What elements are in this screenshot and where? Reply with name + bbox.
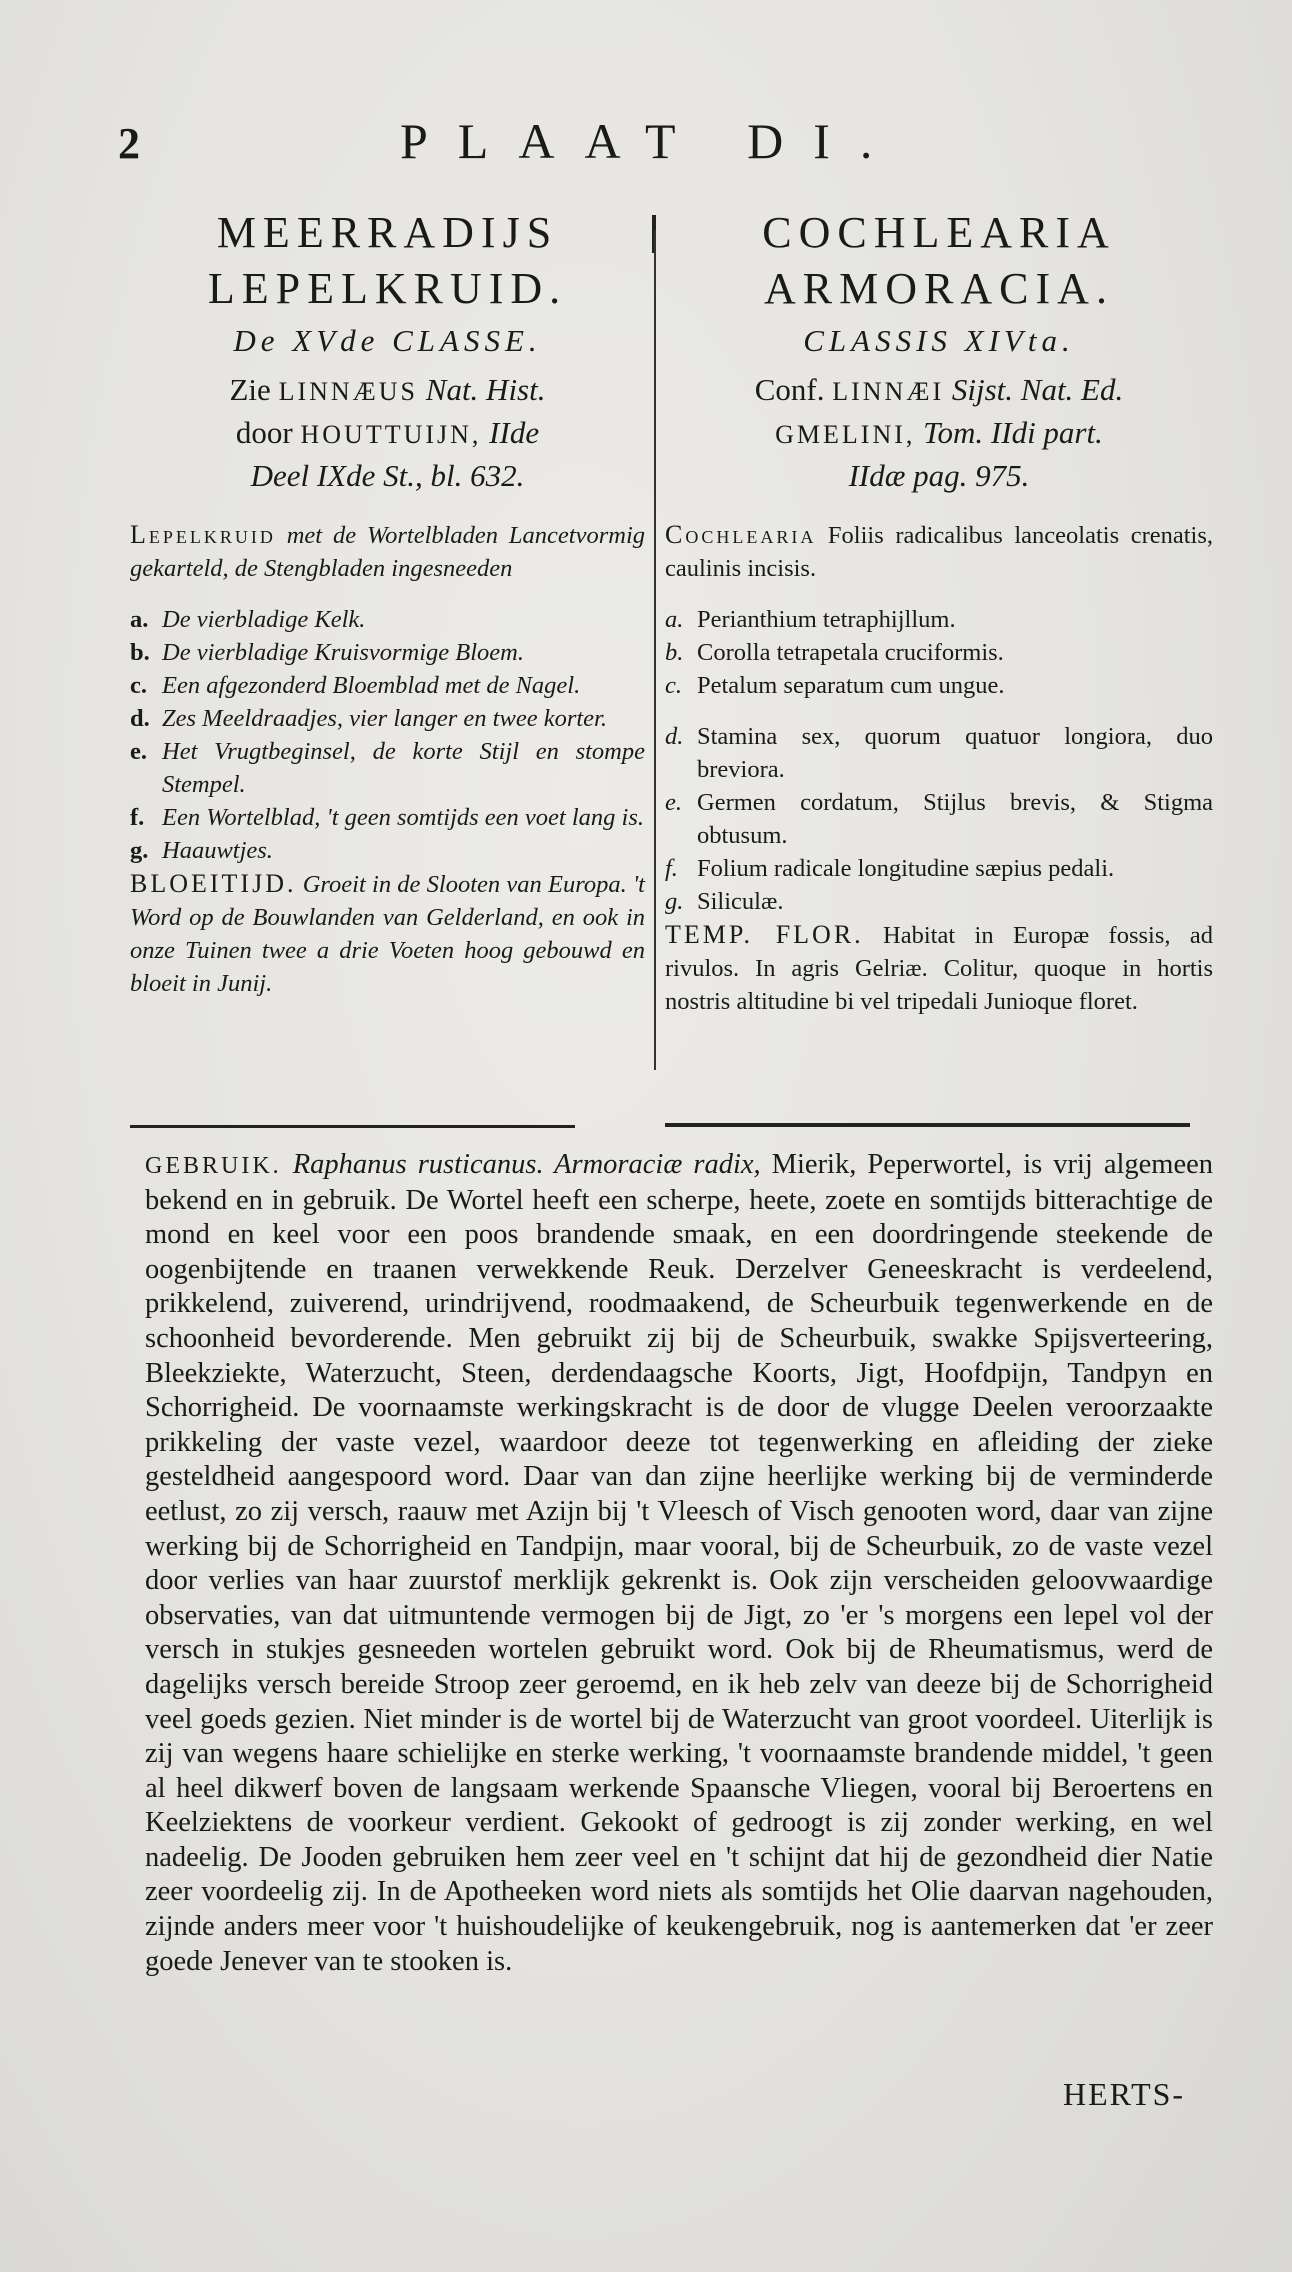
latin-flowering [665,918,1213,1018]
section-rule-right [665,1123,1190,1127]
ref-conf: Conf. [754,372,825,407]
list-item: g. Siliculæ. [665,888,784,915]
column-divider [654,230,656,1070]
list-item: g. Haauwtjes. [130,837,273,864]
list-item: d. Stamina sex, quorum quatuor longiora, duo breviora. [665,723,1213,783]
list-item: b. De vierbladige Kruisvormige Bloem. [130,639,524,666]
temp-flor-text: Habitat in Europæ fossis, ad rivulos. In agris Gelriæ. Colitur, quoque in hortis nostris altitudine bi vel tripedali Junioque floret. [665,922,1213,1015]
catchword: HERTS- [1063,2076,1186,2112]
dutch-name-line2: LEPELKRUID. [207,264,568,313]
list-item: f. Een Wortelblad, 't geen somtijds een voet lang is. [130,804,645,831]
ref-pag: IIdæ pag. 975. [848,458,1030,493]
latin-column [665,205,1213,1018]
temp-flor-label: TEMP. FLOR. [665,920,864,949]
ref-sijst: Sijst. Nat. Ed. [951,372,1124,407]
dutch-diagnosis [130,518,645,585]
usage-label: GEBRUIK. [145,1153,282,1179]
usage-names: Raphanus rusticanus. Armoraciæ radix, [292,1149,761,1180]
list-item: a. De vierbladige Kelk. [130,606,366,633]
usage-paragraph [145,1148,1213,1979]
dutch-flowering [130,867,645,1000]
ref-editor: GMELINI, [775,420,916,449]
list-item: b. Corolla tetrapetala cruciformis. [665,639,1004,666]
ref-nat-hist: Nat. Hist. [425,372,546,407]
list-item: e. Het Vrugtbeginsel, de korte Stijl en stompe Stempel. [130,738,645,798]
section-rule-left [130,1125,575,1128]
dutch-class: De XVde CLASSE. [233,323,542,358]
latin-name-line1: COCHLEARIA [762,208,1116,257]
ref-tom: Tom. IIdi part. [923,415,1103,450]
latin-class: CLASSIS XIVta. [803,323,1075,358]
list-item: f. Folium radicale longitudine sæpius pedali. [665,855,1115,882]
dutch-diagnosis-text: met de Wortelbladen Lancetvormig gekarteld, de Stengbladen ingesneeden [130,522,646,582]
latin-reference [665,369,1213,496]
list-item: a. Perianthium tetraphijllum. [665,606,956,633]
dutch-diagnosis-lead: Lepelkruid [130,520,276,549]
latin-diagnosis-text: Foliis radicalibus lanceolatis crenatis, caulinis incisis. [665,522,1214,582]
ref-vol: IIde [489,415,540,450]
ref-editor: HOUTTUIJN, [300,420,482,449]
latin-diagnosis-lead: Cochlearia [665,520,817,549]
bloeitijd-label: BLOEITIJD. [130,869,297,898]
dutch-column [130,205,645,1000]
ref-deel: Deel IXde St., bl. 632. [250,458,525,493]
list-item: c. Petalum separatum cum ungue. [665,672,1005,699]
page-number: 2 [118,119,140,168]
ref-author: LINNÆI [832,377,945,406]
dutch-name-line1: MEERRADIJS [216,208,559,257]
latin-name-line2: ARMORACIA. [764,264,1114,313]
dutch-reference [130,369,645,496]
latin-diagnosis [665,518,1213,585]
bloeitijd-text: Groeit in de Slooten van Europa. 't Word op de Bouwlanden van Gelderland, en ook in onze Tuinen twee a drie Voeten hoog gebouwd en bloeit in Junij. [130,871,645,997]
list-item: e. Germen cordatum, Stijlus brevis, & Stigma obtusum. [665,789,1213,849]
plate-title: PLAAT DI. [400,113,903,169]
usage-text: Mierik, Peperwortel, is vrij algemeen bekend en in gebruik. De Wortel heeft een scherpe, heete, zoete en somtijds bitterachtige de mond en keel voor een poos brandende smaak, en een doordringende steekende de oogenbijtende en traanen verwekkende Reuk. Derzelver Geneeskracht is verdeelend, prikkelend, zuiverend, urindrijvend, roodmaakend, de Scheurbuik tegenwerkende en de schoonheid bevorderende. Men gebruikt zij bij de Scheurbuik, swakke Spijsverteering, Bleekziekte, Waterzucht, Steen, derdendaagsche Koorts, Jigt, Hoofdpijn, Tandpyn en Schorrigheid. De voornaamste werkingskracht is de door de vlugge Deelen veroorzaakte prikkeling der vaste vezel, waardoor deeze tot tegenwerking en afleiding der zieke gesteldheid aangespoord word. Daar van dan zijne heerlijke werking bij de verminderde eetlust, zo zij versch, raauw met Azijn bij 't Vleesch of Visch genooten word, daar van zijne werking bij de Schorrigheid en Tandpijn, maar vooral, bij de Scheurbuik, zo de vaste vezel door verlies van haar zuurstof merklijk gekrenkt is. Ook zijn verscheiden geloovwaardige observaties, van dat uitmuntende vermogen bij de Jigt, zo 'er 's morgens een lepel vol der versch in stukjes gesneeden wortelen gebruikt word. Ook bij de Rheumatismus, werd de dagelijks versch bereide Stroop zeer geroemd, en ik heb zelv van deeze bij de Schorrigheid veel goeds gezien. Niet minder is de wortel bij de Waterzucht van groot voordeel. Uiterlijk is zij van wegens haare schielijke en sterke werking, 't voornaamste brandende middel, 't geen al heel dikwerf boven de langsaam werkende Spaansche Vliegen, vooral bij Beroertens en Keelziektens de voorkeur verdient. Gekookt of gedroogt is zij zonder werking, en wel nadeelig. De Jooden gebruiken hem zeer veel en 't schijnt dat hij de gezondheid dier Natie zeer voordeelig zij. In de Apotheeken word niets als somtijds het Olie daarvan nagehouden, zijnde anders meer voor 't huishoudelijke of keukengebruik, nog is aantemerken dat 'er zeer goede Jenever van te stooken is. [145,1149,1214,1977]
ref-author: LINNÆUS [278,377,419,406]
list-item: d. Zes Meeldraadjes, vier langer en twee korter. [130,705,607,732]
list-item: c. Een afgezonderd Bloemblad met de Nagel. [130,672,581,699]
latin-description [665,518,1213,1018]
ref-zie: Zie [229,372,271,407]
dutch-description [130,518,645,1000]
ref-door: door [235,415,293,450]
